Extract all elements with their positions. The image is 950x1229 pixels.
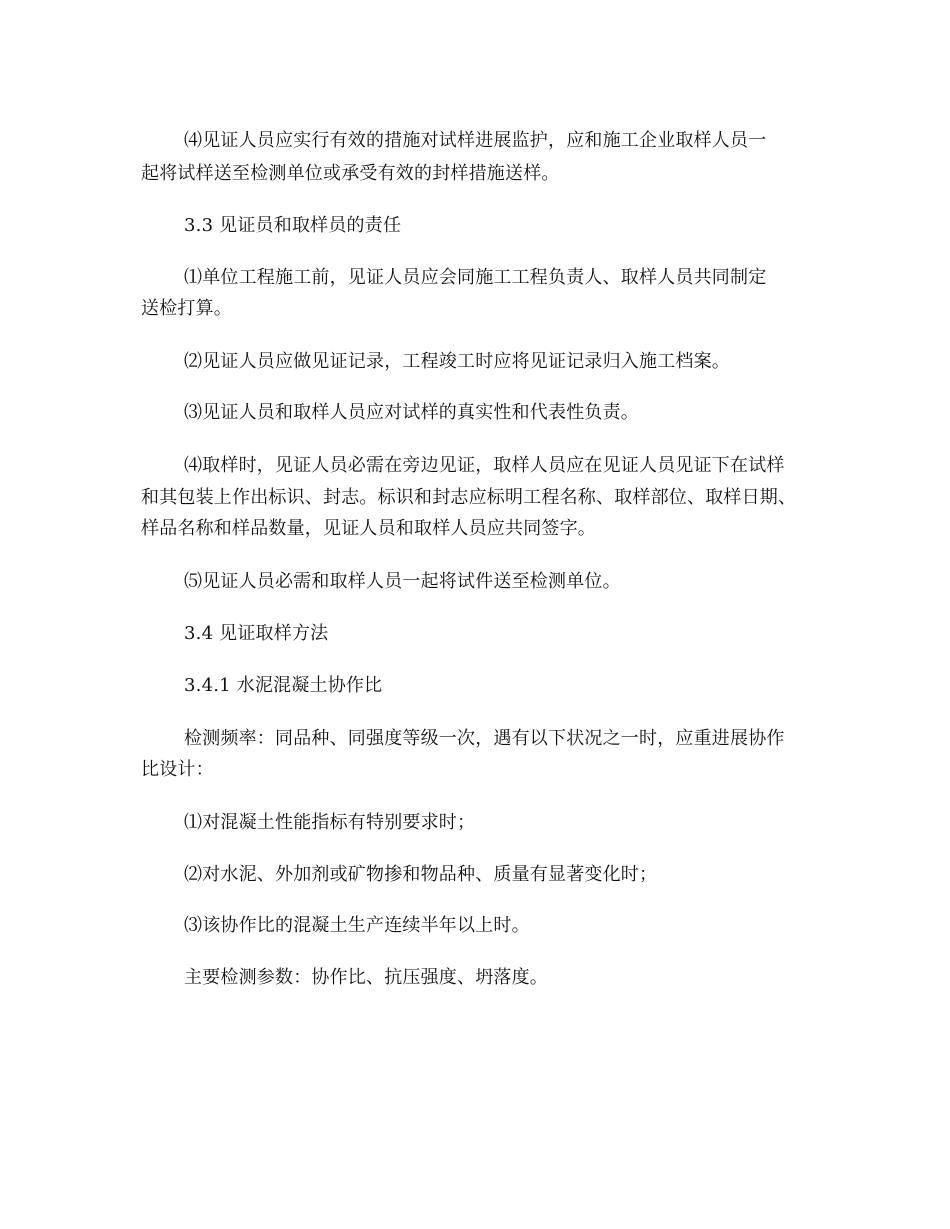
paragraph-line: 检测频率：同品种、同强度等级一次，遇有以下状况之一时，应重进展协作: [184, 728, 785, 749]
paragraph-line: ⑷见证人员应实行有效的措施对试样进展监护，应和施工企业取样人员一: [184, 130, 767, 151]
paragraph-line: ⑸见证人员必需和取样人员一起将试件送至检测单位。: [184, 571, 621, 592]
paragraph-line: ⑵见证人员应做见证记录，工程竣工时应将见证记录归入施工档案。: [184, 351, 730, 372]
paragraph-line: 样品名称和样品数量，见证人员和取样人员应共同签字。: [141, 518, 596, 539]
paragraph-line: ⑴单位工程施工前，见证人员应会同施工工程负责人、取样人员共同制定: [184, 267, 767, 288]
paragraph-line: ⑶见证人员和取样人员应对试样的真实性和代表性负责。: [184, 402, 639, 423]
list-item: ⑶该协作比的混凝土生产连续半年以上时。: [184, 915, 530, 936]
paragraph-line: 比设计：: [141, 759, 214, 780]
section-heading: 3.4 见证取样方法: [184, 623, 329, 644]
list-item: ⑵对水泥、外加剂或矿物掺和物品种、质量有显著变化时；: [184, 864, 658, 885]
list-item: ⑴对混凝土性能指标有特别要求时；: [184, 812, 476, 833]
section-heading: 3.3 见证员和取样员的责任: [184, 215, 402, 236]
paragraph-line: ⑷取样时，见证人员必需在旁边见证，取样人员应在见证人员见证下在试样: [184, 455, 785, 476]
paragraph-line: 起将试样送至检测单位或承受有效的封样措施送样。: [141, 163, 560, 184]
paragraph-line: 主要检测参数：协作比、抗压强度、坍落度。: [184, 967, 548, 988]
paragraph-line: 送检打算。: [141, 298, 232, 319]
subsection-heading: 3.4.1 水泥混凝土协作比: [184, 675, 383, 696]
paragraph-line: 和其包装上作出标识、封志。标识和封志应标明工程名称、取样部位、取样日期、: [141, 487, 797, 508]
